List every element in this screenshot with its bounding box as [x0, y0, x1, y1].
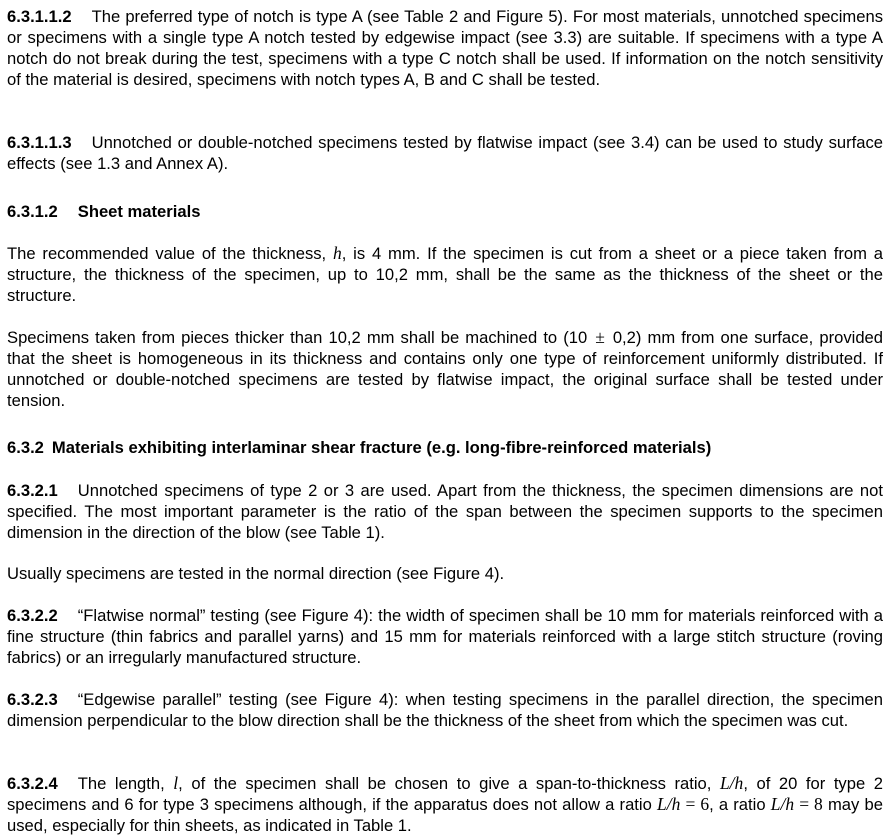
heading-6-3-2: [7, 437, 883, 458]
clause-6-3-2-4: 6.3.2.4 The length, l, of the specimen shall be chosen to give a span-to-thickness ratio, L/h, of 20 for type 2 specimens and 6 for type 3 specimens although, if the apparatus does not allow a ratio L/h = 6, a ratio L/h = 8 may be used, especially for thin sheets, as indicated in Table 1.: [7, 773, 883, 835]
clause-6-3-2-3: [7, 689, 883, 731]
ratio-symbol: L/h: [657, 794, 681, 814]
ratio-symbol: L/h: [719, 773, 744, 793]
clause-number: 6.3.2.2: [7, 606, 58, 625]
heading-title: Materials exhibiting interlaminar shear fracture (e.g. long-fibre-reinforced materials): [51, 438, 712, 457]
clause-6-3-2-2: [7, 605, 883, 668]
clause-6-3-1-1-2: [7, 6, 883, 90]
clause-number: 6.3.1.1.2: [7, 7, 72, 26]
heading-number: 6.3.1.2: [7, 202, 58, 221]
clause-number: 6.3.2.4: [7, 774, 58, 793]
symbol-l: l: [173, 773, 179, 793]
clause-text: Unnotched or double-notched specimens tested by flatwise impact (see 3.4) can be used to study surface effects (see 1.3 and Annex A).: [7, 133, 883, 173]
paragraph-normal-direction: Usually specimens are tested in the normal direction (see Figure 4).: [7, 564, 505, 583]
paragraph-thickness: The recommended value of the thickness, h, is 4 mm. If the specimen is cut from a sheet or a piece taken from a structure, the thickness of the specimen, up to 10,2 mm, shall be the same as the thickness of the sheet or the structure.: [7, 243, 883, 305]
heading-title: Sheet materials: [77, 202, 201, 221]
plus-minus-symbol: ±: [595, 327, 605, 347]
clause-text: “Edgewise parallel” testing (see Figure 4): when testing specimens in the parallel direction, the specimen dimension perpendicular to the blow direction shall be the thickness of the sheet from which the specimen was cut.: [7, 690, 883, 730]
clause-text: “Flatwise normal” testing (see Figure 4): the width of specimen shall be 10 mm for materials reinforced with a fine structure (thin fabrics and parallel yarns) and 15 mm for materials reinforced with a large stitch structure (roving fabrics) or an irregularly manufactured structure.: [7, 606, 883, 667]
clause-number: 6.3.2.1: [7, 481, 58, 500]
heading-6-3-1-2: [7, 201, 883, 222]
paragraph-machining: Specimens taken from pieces thicker than 10,2 mm shall be machined to (10 ± 0,2) mm from one surface, provided that the sheet is homogeneous in its thickness and contains only one type of reinforcement uniformly distributed. If unnotched or double-notched specimens are tested by flatwise impact, the original surface shall be tested under tension.: [7, 327, 884, 410]
clause-number: 6.3.2.3: [7, 690, 58, 709]
clause-text: Unnotched specimens of type 2 or 3 are used. Apart from the thickness, the specimen dimensions are not specified. The most important parameter is the ratio of the span between the specimen supports to the specimen dimension in the direction of the blow (see Table 1).: [7, 481, 883, 542]
clause-text: The preferred type of notch is type A (see Table 2 and Figure 5). For most materials, unnotched specimens or specimens with a single type A notch tested by edgewise impact (see 3.3) are suitable. If specimens with a type A notch do not break during the test, specimens with a type C notch shall be used. If information on the notch sensitivity of the material is desired, specimens with notch types A, B and C shall be tested.: [7, 7, 883, 89]
ratio-symbol: L/h: [770, 794, 795, 814]
clause-number: 6.3.1.1.3: [7, 133, 72, 152]
clause-6-3-2-1: [7, 480, 883, 543]
symbol-h: h: [332, 243, 342, 263]
heading-number: 6.3.2: [7, 438, 44, 457]
clause-6-3-1-1-3: [7, 132, 883, 174]
